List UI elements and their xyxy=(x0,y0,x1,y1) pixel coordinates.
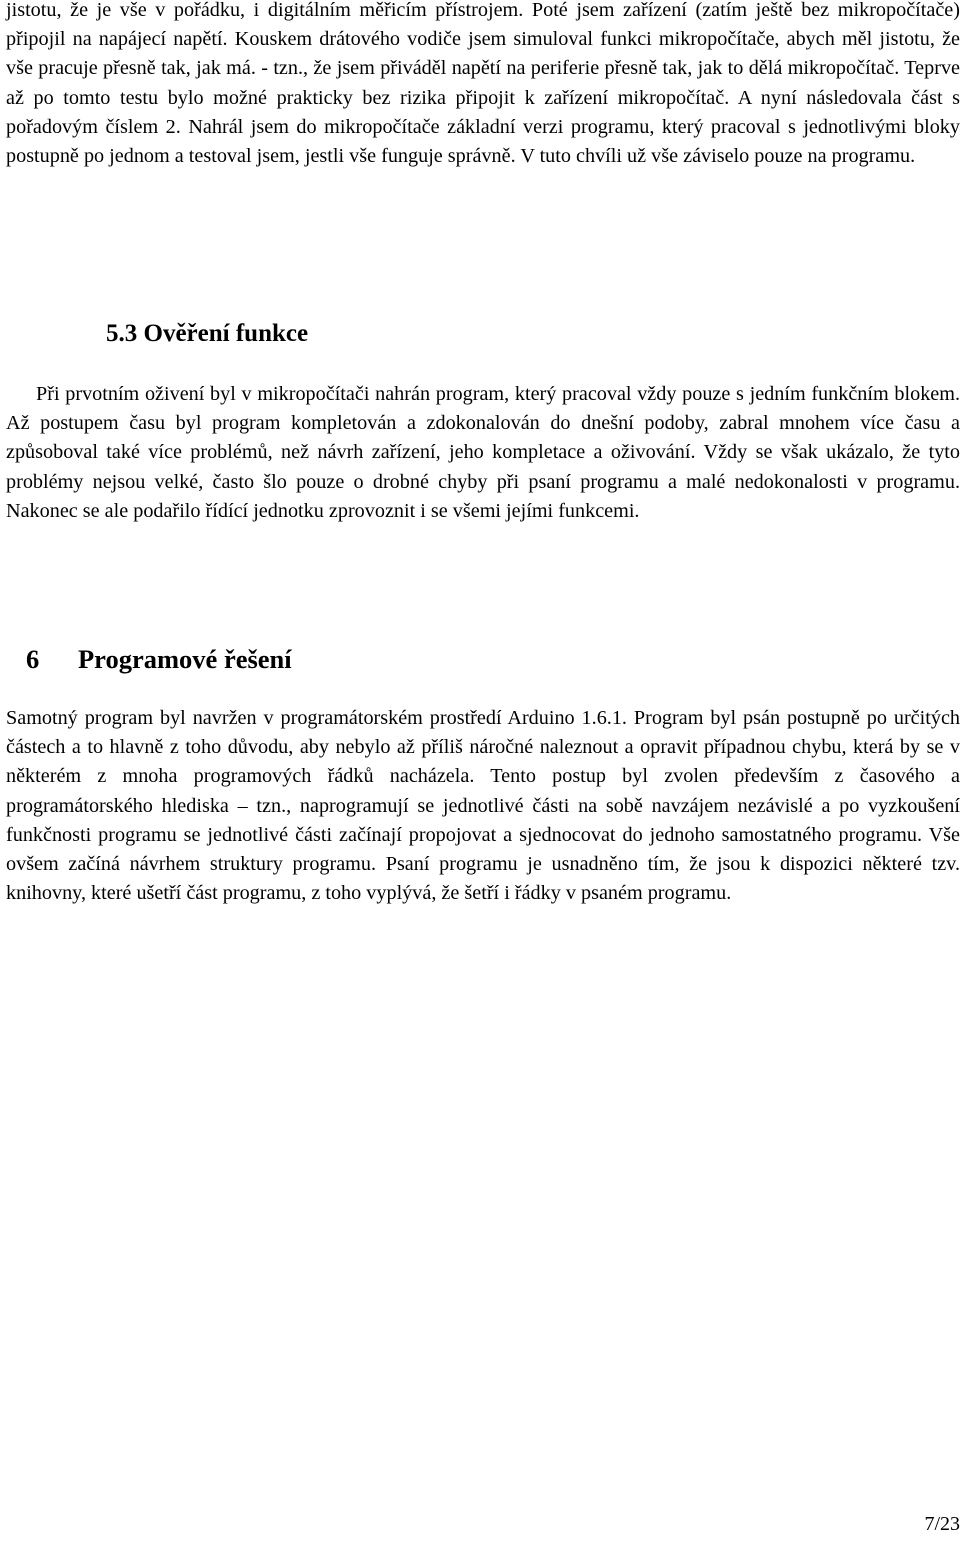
section-heading-6 xyxy=(26,640,292,678)
paragraph-program-solution: Samotný program byl navržen v programátorském prostředí Arduino 1.6.1. Program byl psán postupně po určitých částech a to hlavně z toho důvodu, aby nebylo až příliš náročné naleznout a opravit případnou chybu, která by se v některém z mnoha programových řádků nacházela. Tento postup byl zvolen především z časového a programátorského hlediska – tzn., naprogramují se jednotlivé části na sobě navzájem nezávislé a po vyzkoušení funkčnosti programu se jednotlivé části začínají propojovat a sjednocovat do jednoho samostatného programu. Vše ovšem začíná návrhem struktury programu. Psaní programu je usnadněno tím, že jsou k dispozici některé tzv. knihovny, které ušetří část programu, z toho vyplývá, že šetří i řádky v psaném programu. xyxy=(6,707,960,905)
section-heading-5-3: 5.3 Ověření funkce xyxy=(106,320,309,347)
section-title: Programové řešení xyxy=(78,644,292,674)
paragraph-testing: jistotu, že je vše v pořádku, i digitálním měřicím přístrojem. Poté jsem zařízení (zatím ještě bez mikropočítače) připojil na napájecí napětí. Kouskem drátového vodiče jsem simuloval funkci mikropočítače, abych měl jistotu, že vše pracuje přesně tak, jak má. - tzn., že jsem přiváděl napětí na periferie přesně tak, jak to dělá mikropočítač. Teprve až po tomto testu bylo možné prakticky bez rizika připojit k zařízení mikropočítač. A nyní následovala část s pořadovým číslem 2. Nahrál jsem do mikropočítače základní verzi programu, který pracoval s jednotlivými bloky postupně po jednom a testoval jsem, jestli vše funguje správně. V tuto chvíli už vše záviselo pouze na programu. xyxy=(6,0,960,168)
paragraph-function-verification: Při prvotním oživení byl v mikropočítači nahrán program, který pracoval vždy pouze s jedním funkčním blokem. Až postupem času byl program kompletován a zdokonalován do dnešní podoby, zabral mnohem více času a způsoboval také více problémů, než návrh zařízení, jeho kompletace a oživování. Vždy se však ukázalo, že tyto problémy nejsou velké, často šlo pouze o drobné chyby při psaní programu a malé nedokonalosti v programu. Nakonec se ale podařilo řídící jednotku zprovoznit i se všemi jejími funkcemi. xyxy=(6,383,960,522)
section-number: 6 xyxy=(26,644,40,674)
page-number: 7/23 xyxy=(924,1513,960,1535)
